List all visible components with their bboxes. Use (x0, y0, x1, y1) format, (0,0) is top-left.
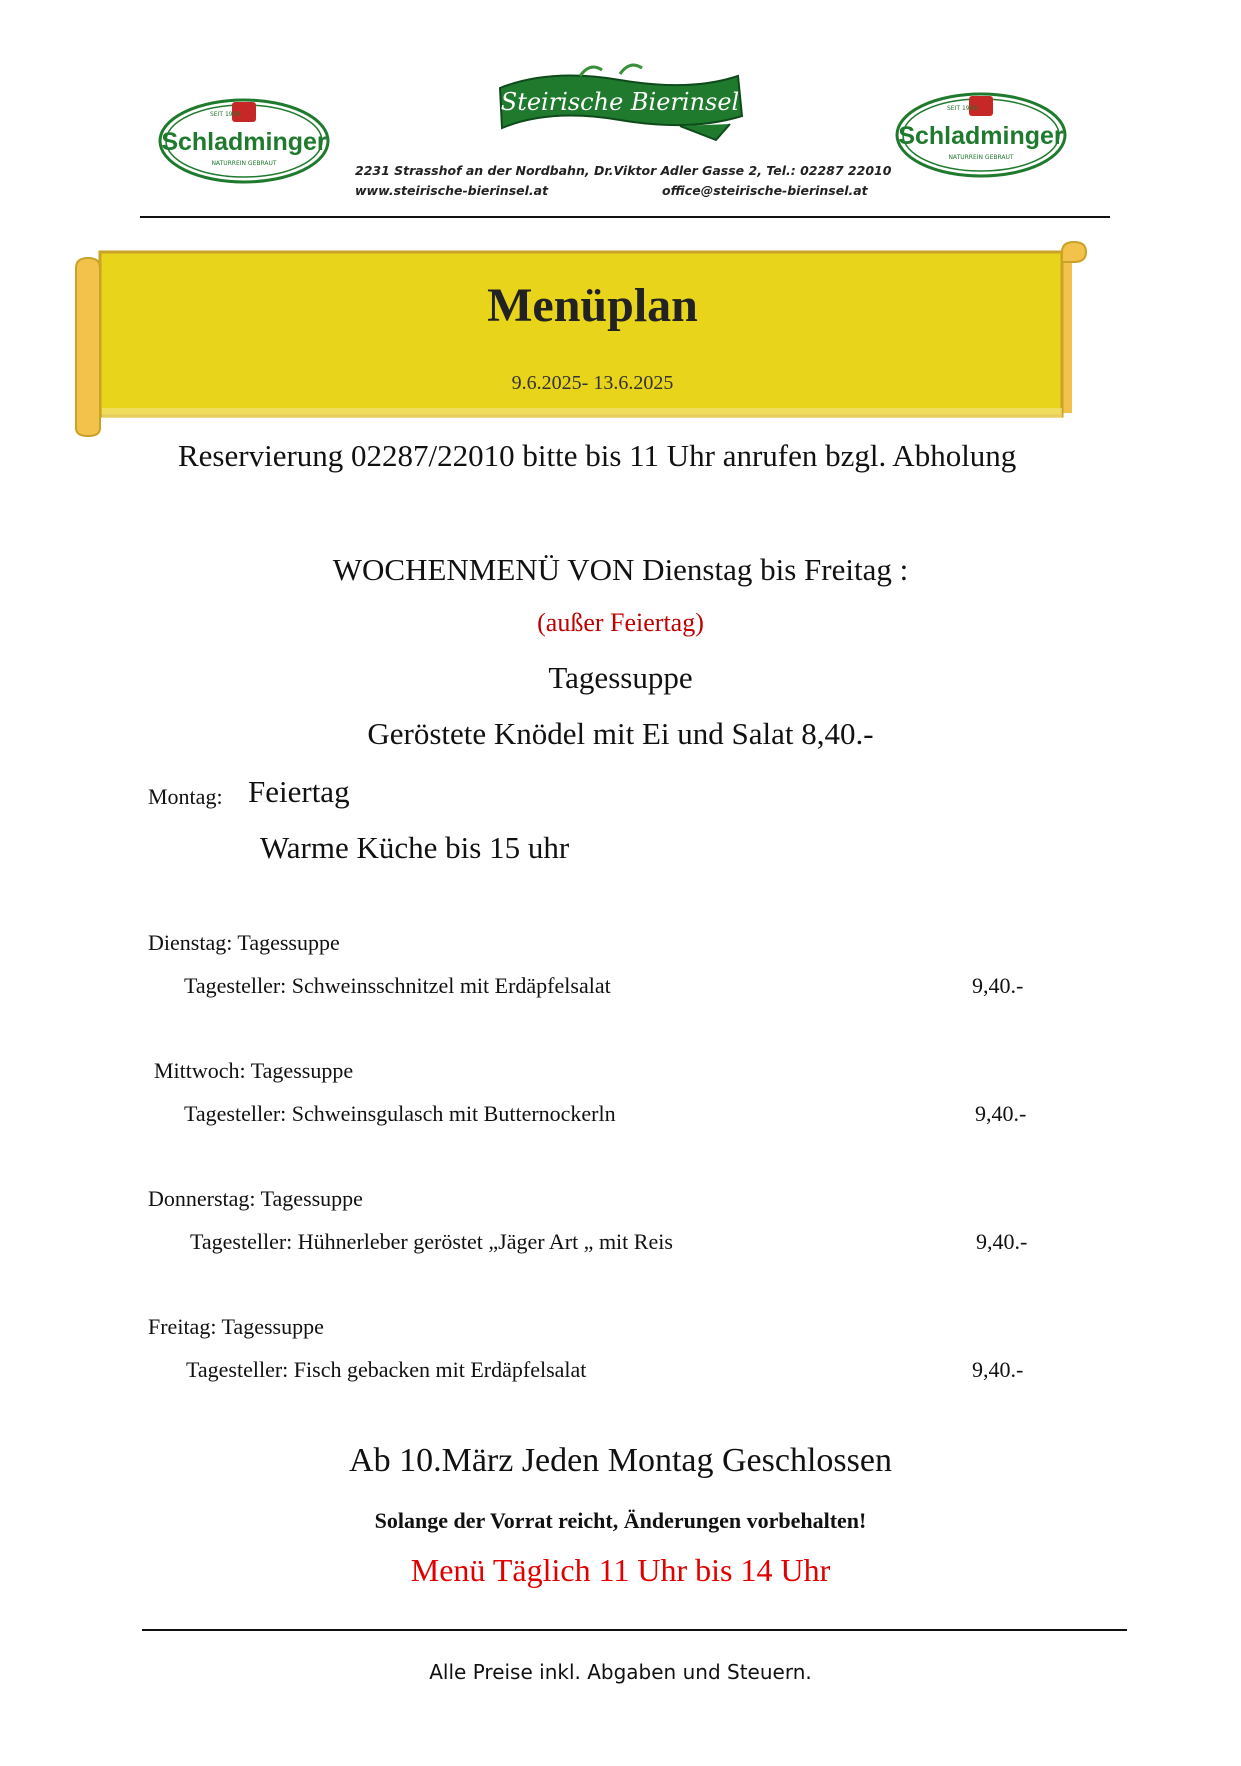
reservation-note: Reservierung 02287/22010 bitte bis 11 Uhr anrufen bzgl. Abholung (178, 438, 1017, 473)
schladminger-logo-right (895, 92, 1067, 178)
badge-year-left: SEIT 1909 (210, 111, 241, 118)
day-price: 9,40.- (975, 1101, 1027, 1126)
footer-note: Alle Preise inkl. Abgaben und Steuern. (429, 1660, 812, 1684)
day-soup-line: Freitag: Tagessuppe (148, 1314, 324, 1339)
day-price: 9,40.- (972, 1357, 1024, 1382)
page-title: Menüplan (487, 279, 698, 332)
brand-name-right: Schladminger (898, 122, 1064, 150)
hours-notice: Menü Täglich 11 Uhr bis 14 Uhr (410, 1552, 831, 1588)
weekly-menu-dish: Geröstete Knödel mit Ei und Salat 8,40.- (367, 716, 874, 751)
monday-note: Warme Küche bis 15 uhr (260, 830, 570, 865)
weekly-menu-exception: (außer Feiertag) (537, 608, 704, 637)
website: www.steirische-bierinsel.at (355, 183, 549, 198)
monday-label: Montag: (148, 784, 223, 809)
scroll-banner (72, 238, 1102, 438)
weekly-menu-soup: Tagessuppe (548, 660, 693, 695)
footer-divider (142, 1629, 1127, 1631)
day-dish-line: Tagesteller: Fisch gebacken mit Erdäpfelsalat (186, 1357, 587, 1382)
monday-value: Feiertag (248, 774, 350, 809)
brand-sub-right: NATURREIN GEBRAUT (948, 154, 1014, 161)
email: office@steirische-bierinsel.at (662, 183, 868, 198)
header-divider (140, 216, 1110, 218)
day-dish-line: Tagesteller: Schweinsgulasch mit Butternockerln (184, 1101, 616, 1126)
date-range: 9.6.2025- 13.6.2025 (511, 372, 674, 394)
day-soup-line: Dienstag: Tagessuppe (148, 930, 340, 955)
weekly-menu-title: WOCHENMENÜ VON Dienstag bis Freitag : (332, 552, 909, 587)
brand-sub-left: NATURREIN GEBRAUT (211, 160, 277, 167)
day-soup-line: Mittwoch: Tagessuppe (154, 1058, 354, 1083)
day-price: 9,40.- (976, 1229, 1028, 1254)
steirische-bierinsel-logo (480, 58, 760, 150)
day-soup-line: Donnerstag: Tagessuppe (148, 1186, 363, 1211)
logo-text: Steirische Bierinsel (500, 88, 740, 116)
brand-name-left: Schladminger (161, 128, 327, 156)
schladminger-logo-left (158, 98, 330, 184)
badge-year-right: SEIT 1909 (947, 105, 978, 112)
day-price: 9,40.- (972, 973, 1024, 998)
stock-notice: Solange der Vorrat reicht, Änderungen vorbehalten! (374, 1508, 867, 1533)
address: 2231 Strasshof an der Nordbahn, Dr.Viktor Adler Gasse 2, Tel.: 02287 22010 (355, 163, 892, 178)
day-dish-line: Tagesteller: Schweinsschnitzel mit Erdäpfelsalat (184, 973, 611, 998)
day-dish-line: Tagesteller: Hühnerleber geröstet „Jäger Art „ mit Reis (190, 1229, 673, 1254)
closed-notice: Ab 10.März Jeden Montag Geschlossen (349, 1442, 892, 1479)
